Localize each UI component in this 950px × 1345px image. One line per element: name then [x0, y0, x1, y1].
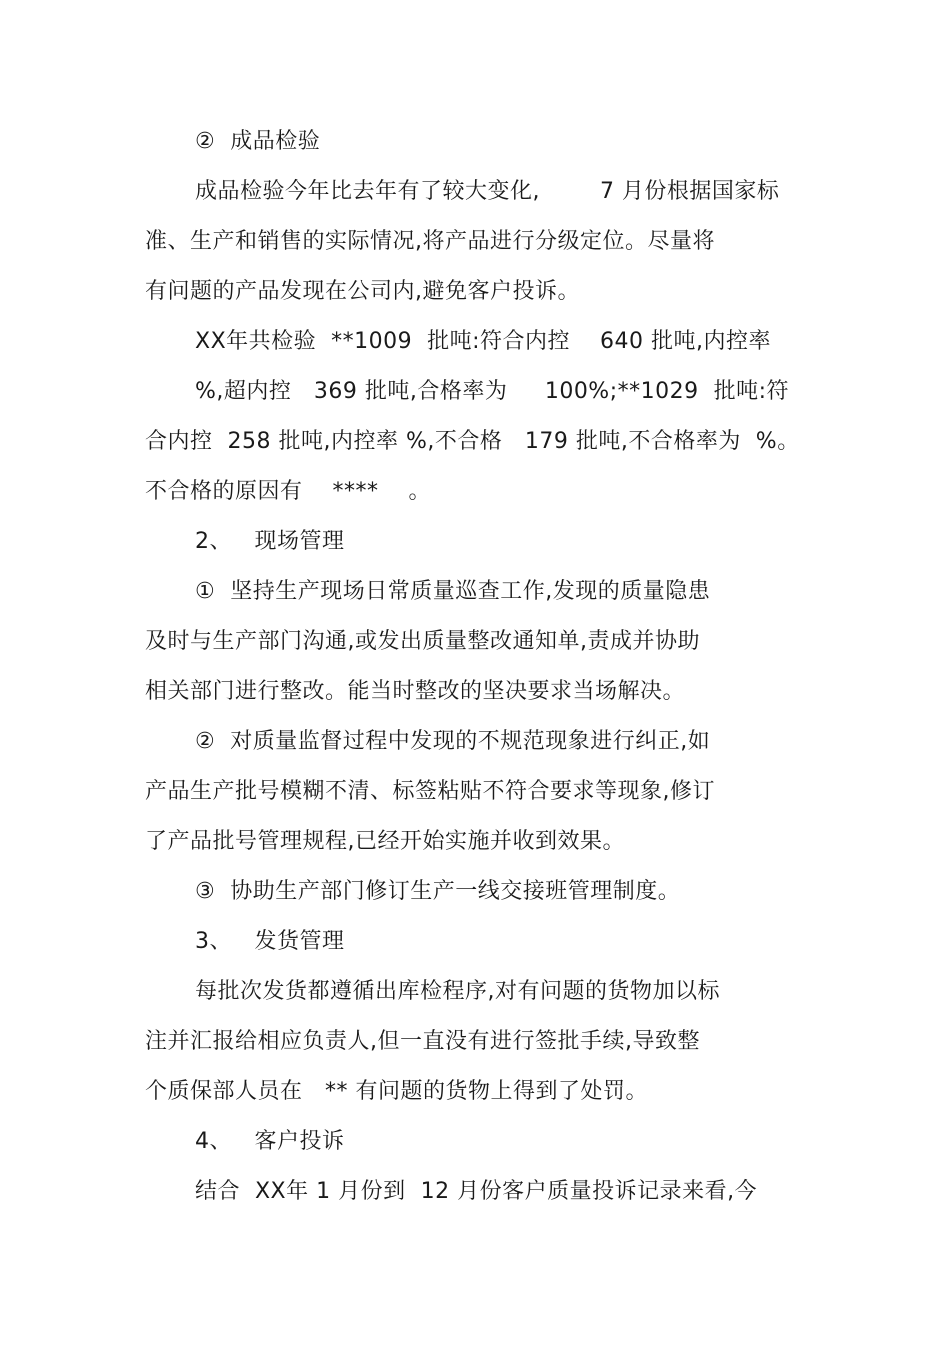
paragraph-line: 有问题的产品发现在公司内,避免客户投诉。	[145, 279, 580, 304]
paragraph-line: ① 坚持生产现场日常质量巡查工作,发现的质量隐患	[195, 579, 711, 604]
paragraph-line: 不合格的原因有 **** 。	[145, 479, 431, 504]
paragraph-line: %,超内控 369 批吨,合格率为 100%;**1029 批吨:符	[195, 379, 790, 404]
subheading-finished-product-inspection: ② 成品检验	[195, 129, 321, 154]
section-heading-site-management: 2、 现场管理	[195, 529, 345, 554]
paragraph-line: ③ 协助生产部门修订生产一线交接班管理制度。	[195, 879, 681, 904]
paragraph-line: 相关部门进行整改。能当时整改的坚决要求当场解决。	[145, 679, 686, 704]
paragraph-line: 个质保部人员在 ** 有问题的货物上得到了处罚。	[145, 1079, 648, 1104]
paragraph-line: 注并汇报给相应负责人,但一直没有进行签批手续,导致整	[145, 1029, 700, 1054]
paragraph-line: XX年共检验 **1009 批吨:符合内控 640 批吨,内控率	[195, 329, 771, 354]
section-heading-shipping-management: 3、 发货管理	[195, 929, 345, 954]
paragraph-line: 每批次发货都遵循出库检程序,对有问题的货物加以标	[195, 979, 720, 1004]
paragraph-line: 产品生产批号模糊不清、标签粘贴不符合要求等现象,修订	[145, 779, 715, 804]
paragraph-line: 合内控 258 批吨,内控率 %,不合格 179 批吨,不合格率为 %。	[145, 429, 800, 454]
paragraph-line: 准、生产和销售的实际情况,将产品进行分级定位。尽量将	[145, 229, 715, 254]
paragraph-line: 及时与生产部门沟通,或发出质量整改通知单,责成并协助	[145, 629, 700, 654]
paragraph-line: ② 对质量监督过程中发现的不规范现象进行纠正,如	[195, 729, 711, 754]
paragraph-line: 成品检验今年比去年有了较大变化, 7 月份根据国家标	[195, 179, 780, 204]
section-heading-customer-complaints: 4、 客户投诉	[195, 1129, 345, 1154]
paragraph-line: 了产品批号管理规程,已经开始实施并收到效果。	[145, 829, 625, 854]
paragraph-line: 结合 XX年 1 月份到 12 月份客户质量投诉记录来看,今	[195, 1179, 758, 1204]
